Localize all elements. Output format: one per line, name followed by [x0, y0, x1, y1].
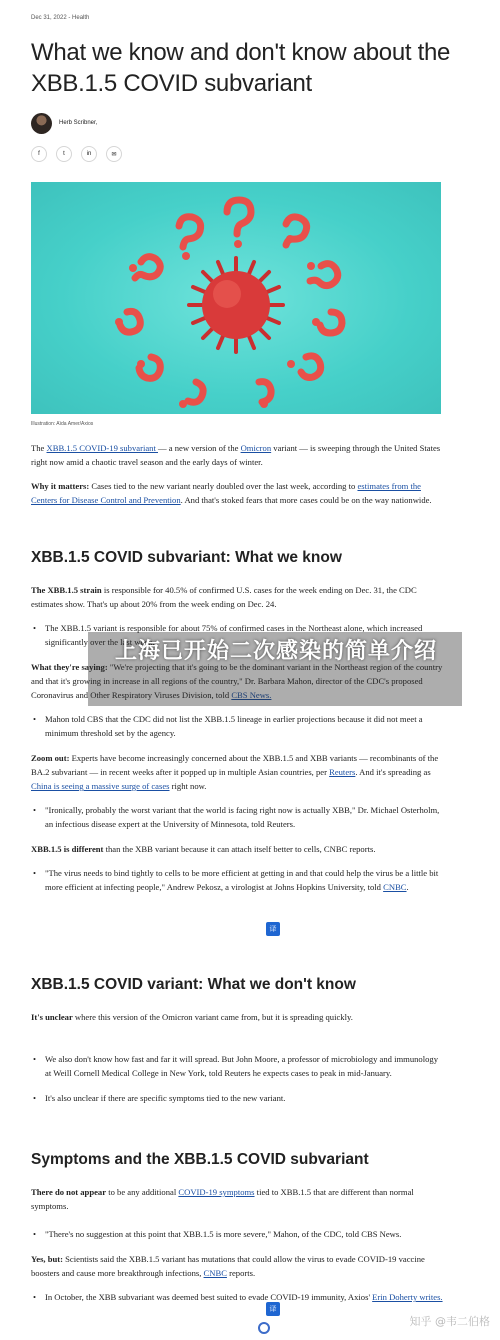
- intro-paragraph: [31, 441, 443, 469]
- circle-icon[interactable]: [258, 1322, 270, 1334]
- strain-paragraph: [31, 583, 443, 611]
- unclear-paragraph: [31, 1010, 443, 1024]
- article-body: [31, 441, 443, 517]
- zoom-out-paragraph: [31, 751, 443, 793]
- text: variant — is sweeping through the United States right now amid a chaotic travel season and the early days of winter.: [31, 443, 441, 467]
- text: Scientists said the XBB.1.5 variant has mutations that could allow the virus to evade COVID-19 vaccine boosters and cause more breakthrough infections,: [31, 1254, 425, 1278]
- lead: XBB.1.5 is different: [31, 844, 104, 854]
- text: . And that's stoked fears that more cases could be on the way nationwide.: [180, 495, 432, 505]
- lead: It's unclear: [31, 1012, 73, 1022]
- lead: There do not appear: [31, 1187, 107, 1197]
- list-item: [31, 866, 443, 894]
- author-byline: [31, 112, 97, 134]
- symptoms-section: [31, 1185, 443, 1315]
- text: right now.: [169, 781, 207, 791]
- virus-question-marks-illustration: [31, 182, 441, 414]
- zhihu-watermark: 知乎 @韦二伯格: [409, 1315, 490, 1328]
- translate-icon-bottom[interactable]: 译: [266, 1302, 280, 1316]
- text: — a new version of the: [158, 443, 241, 453]
- no-additional-symptoms-paragraph: [31, 1185, 443, 1213]
- dont-know-section: [31, 1010, 443, 1116]
- reuters-link[interactable]: Reuters: [329, 767, 356, 777]
- cnbc-link[interactable]: CNBC: [383, 882, 407, 892]
- virus-icon: [189, 258, 283, 352]
- cbs-news-link[interactable]: CBS News.: [231, 690, 272, 700]
- text: where this version of the Omicron variant came from, but it is spreading quickly.: [72, 1012, 353, 1022]
- text: The: [31, 443, 47, 453]
- text: tied to XBB.1.5 that are different than normal symptoms.: [31, 1187, 414, 1211]
- translate-icon[interactable]: 译: [266, 922, 280, 936]
- text: In October, the XBB subvariant was deemed best suited to evade COVID-19 immunity, Axios': [45, 1292, 373, 1302]
- text: "The virus needs to bind tightly to cells to be more efficient at getting in and that could help the virus be a little bit more efficient at infecting people," Andrew Pekosz, a virologist at Johns Hopkins University, told: [45, 868, 439, 892]
- lead: Why it matters:: [31, 481, 90, 491]
- list-item: • It's also unclear if there are specific symptoms tied to the new variant.: [31, 1091, 443, 1105]
- xbb-subvariant-link[interactable]: XBB.1.5 COVID-19 subvariant: [46, 443, 158, 453]
- linkedin-share-button[interactable]: in: [81, 146, 97, 162]
- lead: Yes, but:: [31, 1254, 63, 1264]
- section-heading-symptoms: Symptoms and the XBB.1.5 COVID subvariant: [31, 1151, 369, 1168]
- overlay-title: 上海已开始二次感染的简单介绍: [114, 639, 437, 664]
- list-item: • The XBB.1.5 variant is responsible for about 75% of confirmed cases in the Northeast alone, which increased significantly over the last week.: [31, 621, 443, 649]
- text: Cases tied to the new variant nearly doubled over the last week, according to: [89, 481, 358, 491]
- erin-doherty-link[interactable]: Erin Doherty writes.: [372, 1292, 443, 1302]
- cdc-estimates-link[interactable]: estimates from the Centers for Disease Control and Prevention: [31, 481, 421, 505]
- text: is responsible for 40.5% of confirmed U.S. cases for the week ending on Dec. 31, the CDC estimates show. That's up about 20% from the week ending on Dec. 24.: [31, 585, 417, 609]
- share-bar: [31, 146, 122, 162]
- lead: Zoom out:: [31, 753, 70, 763]
- text: to be any additional: [106, 1187, 179, 1197]
- text: than the XBB variant because it can attach itself better to cells, CNBC reports.: [103, 844, 376, 854]
- section-heading-what-we-know: XBB.1.5 COVID subvariant: What we know: [31, 549, 342, 566]
- list-item: • Mahon told CBS that the CDC did not list the XBB.1.5 lineage in earlier projections because it did not meet a minimum threshold set by the agency.: [31, 712, 443, 740]
- different-paragraph: [31, 842, 443, 856]
- list-item: • We also don't know how fast and far it will spread. But John Moore, a professor of microbiology and immunology at Weill Cornell Medical College in New York, told Reuters he expects cases to peak in mid-January.: [31, 1052, 443, 1080]
- hero-illustration: [31, 182, 441, 414]
- text: . And it's spreading as: [355, 767, 431, 777]
- list-item: [31, 1290, 443, 1304]
- article-title: What we know and don't know about the XBB.1.5 COVID subvariant: [31, 39, 451, 97]
- covid-symptoms-link[interactable]: COVID-19 symptoms: [178, 1187, 255, 1197]
- list-item: • "Ironically, probably the worst variant that the world is facing right now is actually XBB," Dr. Michael Osterholm, an infectious disease expert at the University of Minnesota, told Reuters.: [31, 803, 443, 831]
- text: Experts have become increasingly concerned about the XBB.1.5 and XBB variants — recombinants of the BA.2 subvariant — in recent weeks after it popped up in multiple Asian countries, per: [31, 753, 439, 777]
- facebook-share-button[interactable]: f: [31, 146, 47, 162]
- image-caption: Illustration: Aïda Amer/Axios: [31, 421, 94, 427]
- china-surge-link[interactable]: China is seeing a massive surge of cases: [31, 781, 170, 791]
- cnbc-reports-link[interactable]: CNBC: [203, 1268, 227, 1278]
- text: .: [406, 882, 409, 892]
- text: reports.: [226, 1268, 256, 1278]
- email-share-button[interactable]: ✉: [106, 146, 122, 162]
- lead: The XBB.1.5 strain: [31, 585, 102, 595]
- author-avatar[interactable]: [31, 113, 52, 134]
- yes-but-paragraph: [31, 1252, 443, 1280]
- list-item: • "There's no suggestion at this point that XBB.1.5 is more severe," Mahon, of the CDC, told CBS News.: [31, 1227, 443, 1241]
- author-name[interactable]: Herb Scribner,: [59, 120, 98, 126]
- lead: What they're saying:: [31, 662, 108, 672]
- article-meta: Dec 31, 2022 - Health: [31, 15, 90, 21]
- why-it-matters-paragraph: [31, 479, 443, 507]
- twitter-share-button[interactable]: t: [56, 146, 72, 162]
- omicron-link[interactable]: Omicron: [240, 443, 272, 453]
- text: "We're projecting that it's going to be the dominant variant in the Northeast region of the country and that it's growing in increase in all regions of the country," Dr. Barbara Mahon, director of the CDC's proposed Coronavirus and Other Respiratory Viruses Division, told: [31, 662, 443, 700]
- section-heading-what-we-dont-know: XBB.1.5 COVID variant: What we don't know: [31, 976, 356, 993]
